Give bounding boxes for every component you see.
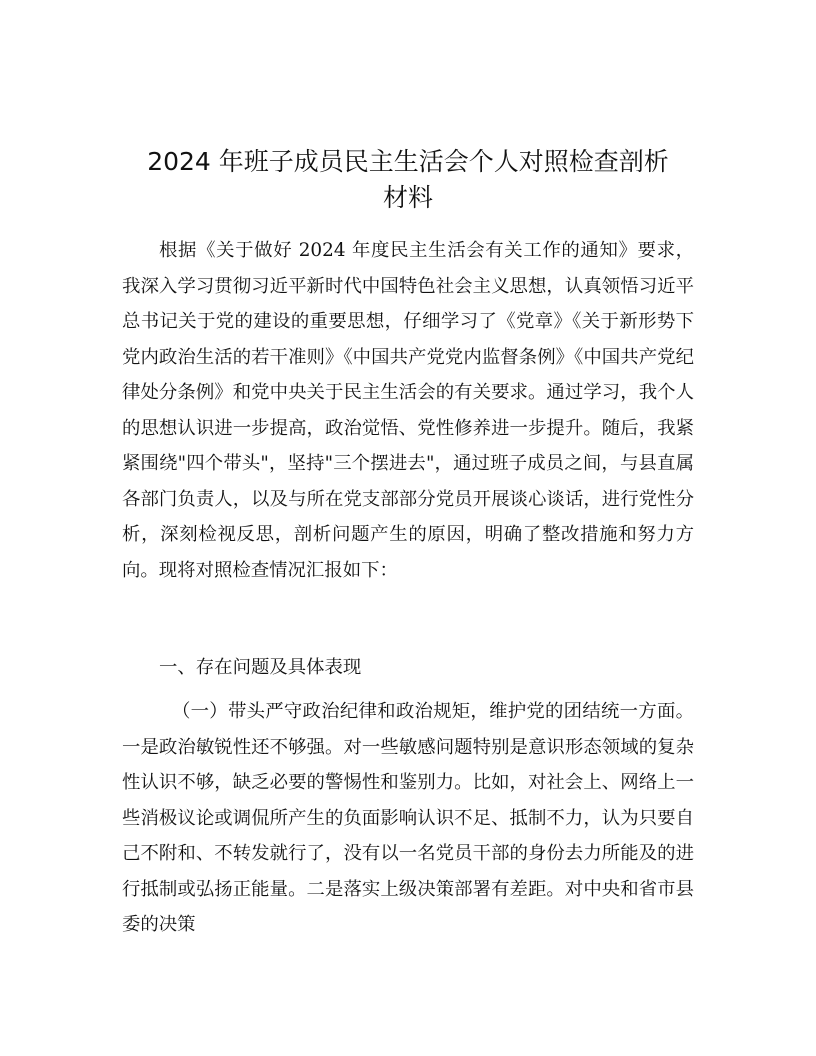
section-heading-problems: 一、存在问题及具体表现 (159, 657, 362, 678)
document-title-line-2: 材料 (382, 183, 433, 212)
intro-paragraph: 根据《关于做好 2024 年度民主生活会有关工作的通知》要求，我深入学习贯彻习近平新时代中国特色社会主义思想，认真领悟习近平总书记关于党的建设的重要思想，仔细学习了《党章》《关于新形势下党内政治生活的若干准则》《中国共产党党内监督条例》《中国共产党纪律处分条例》和党中央关于民主生活会的有关要求。通过学习，我个人的思想认识进一步提高，政治觉悟、党性修养进一步提升。随后，我紧紧围绕"四个带头"，坚持"三个摆进去"，通过班子成员之间，与县直属各部门负责人，以及与所在党支部部分党员开展谈心谈话，进行党性分析，深刻检视反思，剖析问题产生的原因，明确了整改措施和努力方向。现将对照检查情况汇报如下： (122, 240, 694, 581)
problems-paragraph-1: （一）带头严守政治纪律和政治规矩，维护党的团结统一方面。一是政治敏锐性还不够强。对一些敏感问题特别是意识形态领域的复杂性认识不够，缺乏必要的警惕性和鉴别力。比如，对社会上、网络上一些消极议论或调侃所产生的负面影响认识不足、抵制不力，认为只要自己不附和、不转发就行了，没有以一名党员干部的身份去力所能及的进行抵制或弘扬正能量。二是落实上级决策部署有差距。对中央和省市县委的决策 (122, 701, 694, 935)
document-title-line-1: 2024 年班子成员民主生活会个人对照检查剖析 (147, 147, 669, 176)
